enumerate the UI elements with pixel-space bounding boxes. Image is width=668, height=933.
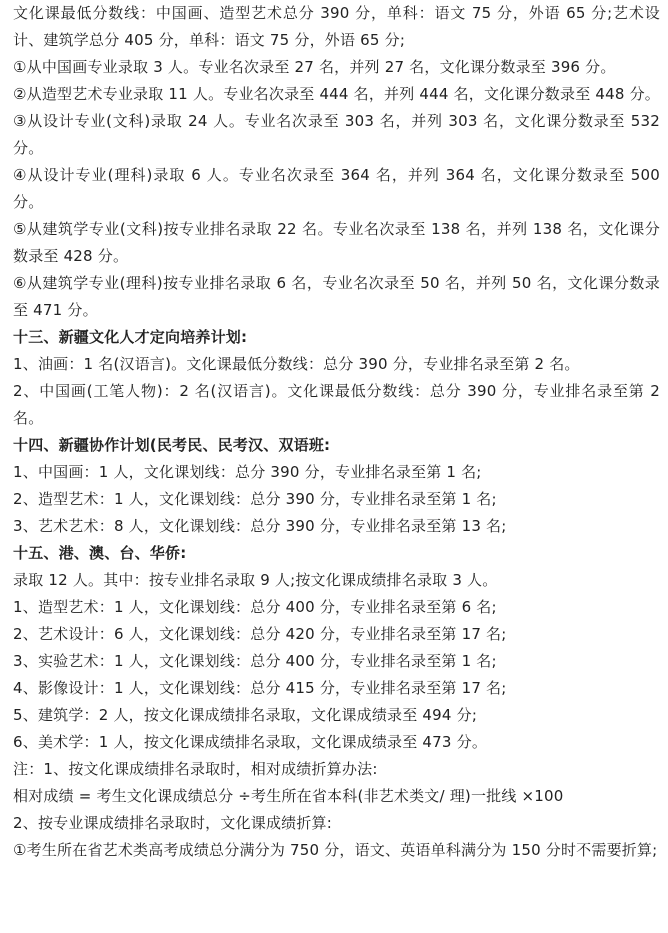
paragraph: 1、中国画：1 人，文化课划线：总分 390 分，专业排名录至第 1 名; [13, 463, 482, 481]
paragraph: 1、造型艺术：1 人，文化课划线：总分 400 分，专业排名录至第 6 名; [13, 598, 497, 616]
paragraph: ②从造型艺术专业录取 11 人。专业名次录至 444 名，并列 444 名，文化课分数录至 448 分。 [13, 85, 660, 103]
paragraph: ①考生所在省艺术类高考成绩总分满分为 750 分，语文、英语单科满分为 150 分时不需要折算; [13, 841, 658, 859]
paragraph: ③从设计专业(文科)录取 24 人。专业名次录至 303 名，并列 303 名，文化课分数录至 532 分。 [13, 112, 660, 157]
paragraph: 3、实验艺术：1 人，文化课划线：总分 400 分，专业排名录至第 1 名; [13, 652, 497, 670]
paragraph: ①从中国画专业录取 3 人。专业名次录至 27 名，并列 27 名，文化课分数录至 396 分。 [13, 58, 616, 76]
paragraph: 3、艺术艺术：8 人，文化课划线：总分 390 分，专业排名录至第 13 名; [13, 517, 507, 535]
paragraph: 2、中国画(工笔人物)：2 名(汉语言)。文化课最低分数线：总分 390 分，专业排名录至第 2 名。 [13, 382, 660, 427]
paragraph: 2、艺术设计：6 人，文化课划线：总分 420 分，专业排名录至第 17 名; [13, 625, 507, 643]
paragraph: 2、按专业课成绩排名录取时，文化课成绩折算: [13, 814, 332, 832]
paragraph: 4、影像设计：1 人，文化课划线：总分 415 分，专业排名录至第 17 名; [13, 679, 507, 697]
paragraph: 文化课最低分数线：中国画、造型艺术总分 390 分，单科：语文 75 分，外语 65 分;艺术设计、建筑学总分 405 分，单科：语文 75 分，外语 65 分; [13, 4, 660, 49]
paragraph: 2、造型艺术：1 人，文化课划线：总分 390 分，专业排名录至第 1 名; [13, 490, 497, 508]
section-heading: 十三、新疆文化人才定向培养计划: [13, 328, 248, 346]
paragraph: 注：1、按文化课成绩排名录取时，相对成绩折算办法: [13, 760, 378, 778]
paragraph: ⑤从建筑学专业(文科)按专业排名录取 22 名。专业名次录至 138 名，并列 138 名，文化课分数录至 428 分。 [13, 220, 660, 265]
paragraph: ⑥从建筑学专业(理科)按专业排名录取 6 名，专业名次录至 50 名，并列 50 名，文化课分数录至 471 分。 [13, 274, 660, 319]
paragraph: ④从设计专业(理科)录取 6 人。专业名次录至 364 名，并列 364 名，文化课分数录至 500 分。 [13, 166, 660, 211]
paragraph: 1、油画：1 名(汉语言)。文化课最低分数线：总分 390 分，专业排名录至第 2 名。 [13, 355, 580, 373]
section-heading: 十四、新疆协作计划(民考民、民考汉、双语班: [13, 436, 331, 454]
paragraph: 6、美术学：1 人，按文化课成绩排名录取，文化课成绩录至 473 分。 [13, 733, 488, 751]
paragraph: 相对成绩 = 考生文化课成绩总分 ÷考生所在省本科(非艺术类文/ 理)一批线 ×100 [13, 787, 564, 805]
paragraph: 录取 12 人。其中：按专业排名录取 9 人;按文化课成绩排名录取 3 人。 [13, 571, 498, 589]
paragraph: 5、建筑学：2 人，按文化课成绩排名录取，文化课成绩录至 494 分; [13, 706, 478, 724]
section-heading: 十五、港、澳、台、华侨: [13, 544, 187, 562]
